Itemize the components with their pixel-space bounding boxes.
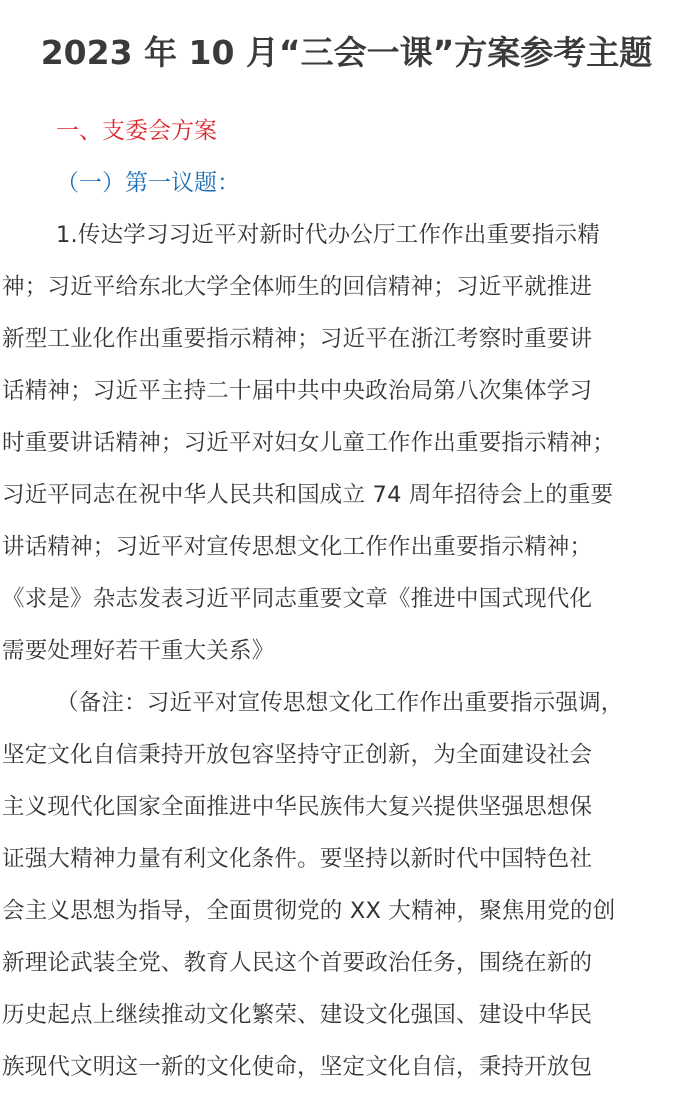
paragraph-line: 习近平同志在祝中华人民共和国成立 74 周年招待会上的重要 — [2, 482, 614, 508]
paragraph-line: 1.传达学习习近平对新时代办公厅工作作出重要指示精 — [56, 222, 600, 248]
document-title: 2023 年 10 月“三会一课”方案参考主题 — [40, 33, 653, 72]
paragraph-line: 话精神；习近平主持二十届中共中央政治局第八次集体学习 — [2, 378, 593, 404]
paragraph-line: （备注：习近平对宣传思想文化工作作出重要指示强调， — [56, 690, 624, 716]
paragraph-line: 新型工业化作出重要指示精神；习近平在浙江考察时重要讲 — [2, 326, 593, 352]
subsection-heading: （一）第一议题： — [56, 170, 240, 196]
paragraph-line: 族现代文明这一新的文化使命，坚定文化自信，秉持开放包 — [2, 1054, 593, 1080]
paragraph-line: 历史起点上继续推动文化繁荣、建设文化强国、建设中华民 — [2, 1002, 593, 1028]
paragraph-line: 神；习近平给东北大学全体师生的回信精神；习近平就推进 — [2, 274, 593, 300]
paragraph-line: 《求是》杂志发表习近平同志重要文章《推进中国式现代化 — [2, 586, 593, 612]
note-paragraph — [2, 677, 693, 1093]
paragraph-line: 新理论武装全党、教育人民这个首要政治任务，围绕在新的 — [2, 950, 593, 976]
paragraph-line: 坚定文化自信秉持开放包容坚持守正创新，为全面建设社会 — [2, 742, 593, 768]
paragraph-line: 讲话精神；习近平对宣传思想文化工作作出重要指示精神； — [2, 534, 593, 560]
paragraph-line: 证强大精神力量有利文化条件。要坚持以新时代中国特色社 — [2, 846, 593, 872]
item-1-paragraph — [2, 209, 693, 677]
section-heading: 一、支委会方案 — [56, 118, 217, 144]
paragraph-line: 需要处理好若干重大关系》 — [2, 638, 275, 664]
paragraph-line: 主义现代化国家全面推进中华民族伟大复兴提供坚强思想保 — [2, 794, 593, 820]
paragraph-line: 会主义思想为指导，全面贯彻党的 XX 大精神，聚焦用党的创 — [2, 898, 616, 924]
paragraph-line: 时重要讲话精神；习近平对妇女儿童工作作出重要指示精神； — [2, 430, 615, 456]
